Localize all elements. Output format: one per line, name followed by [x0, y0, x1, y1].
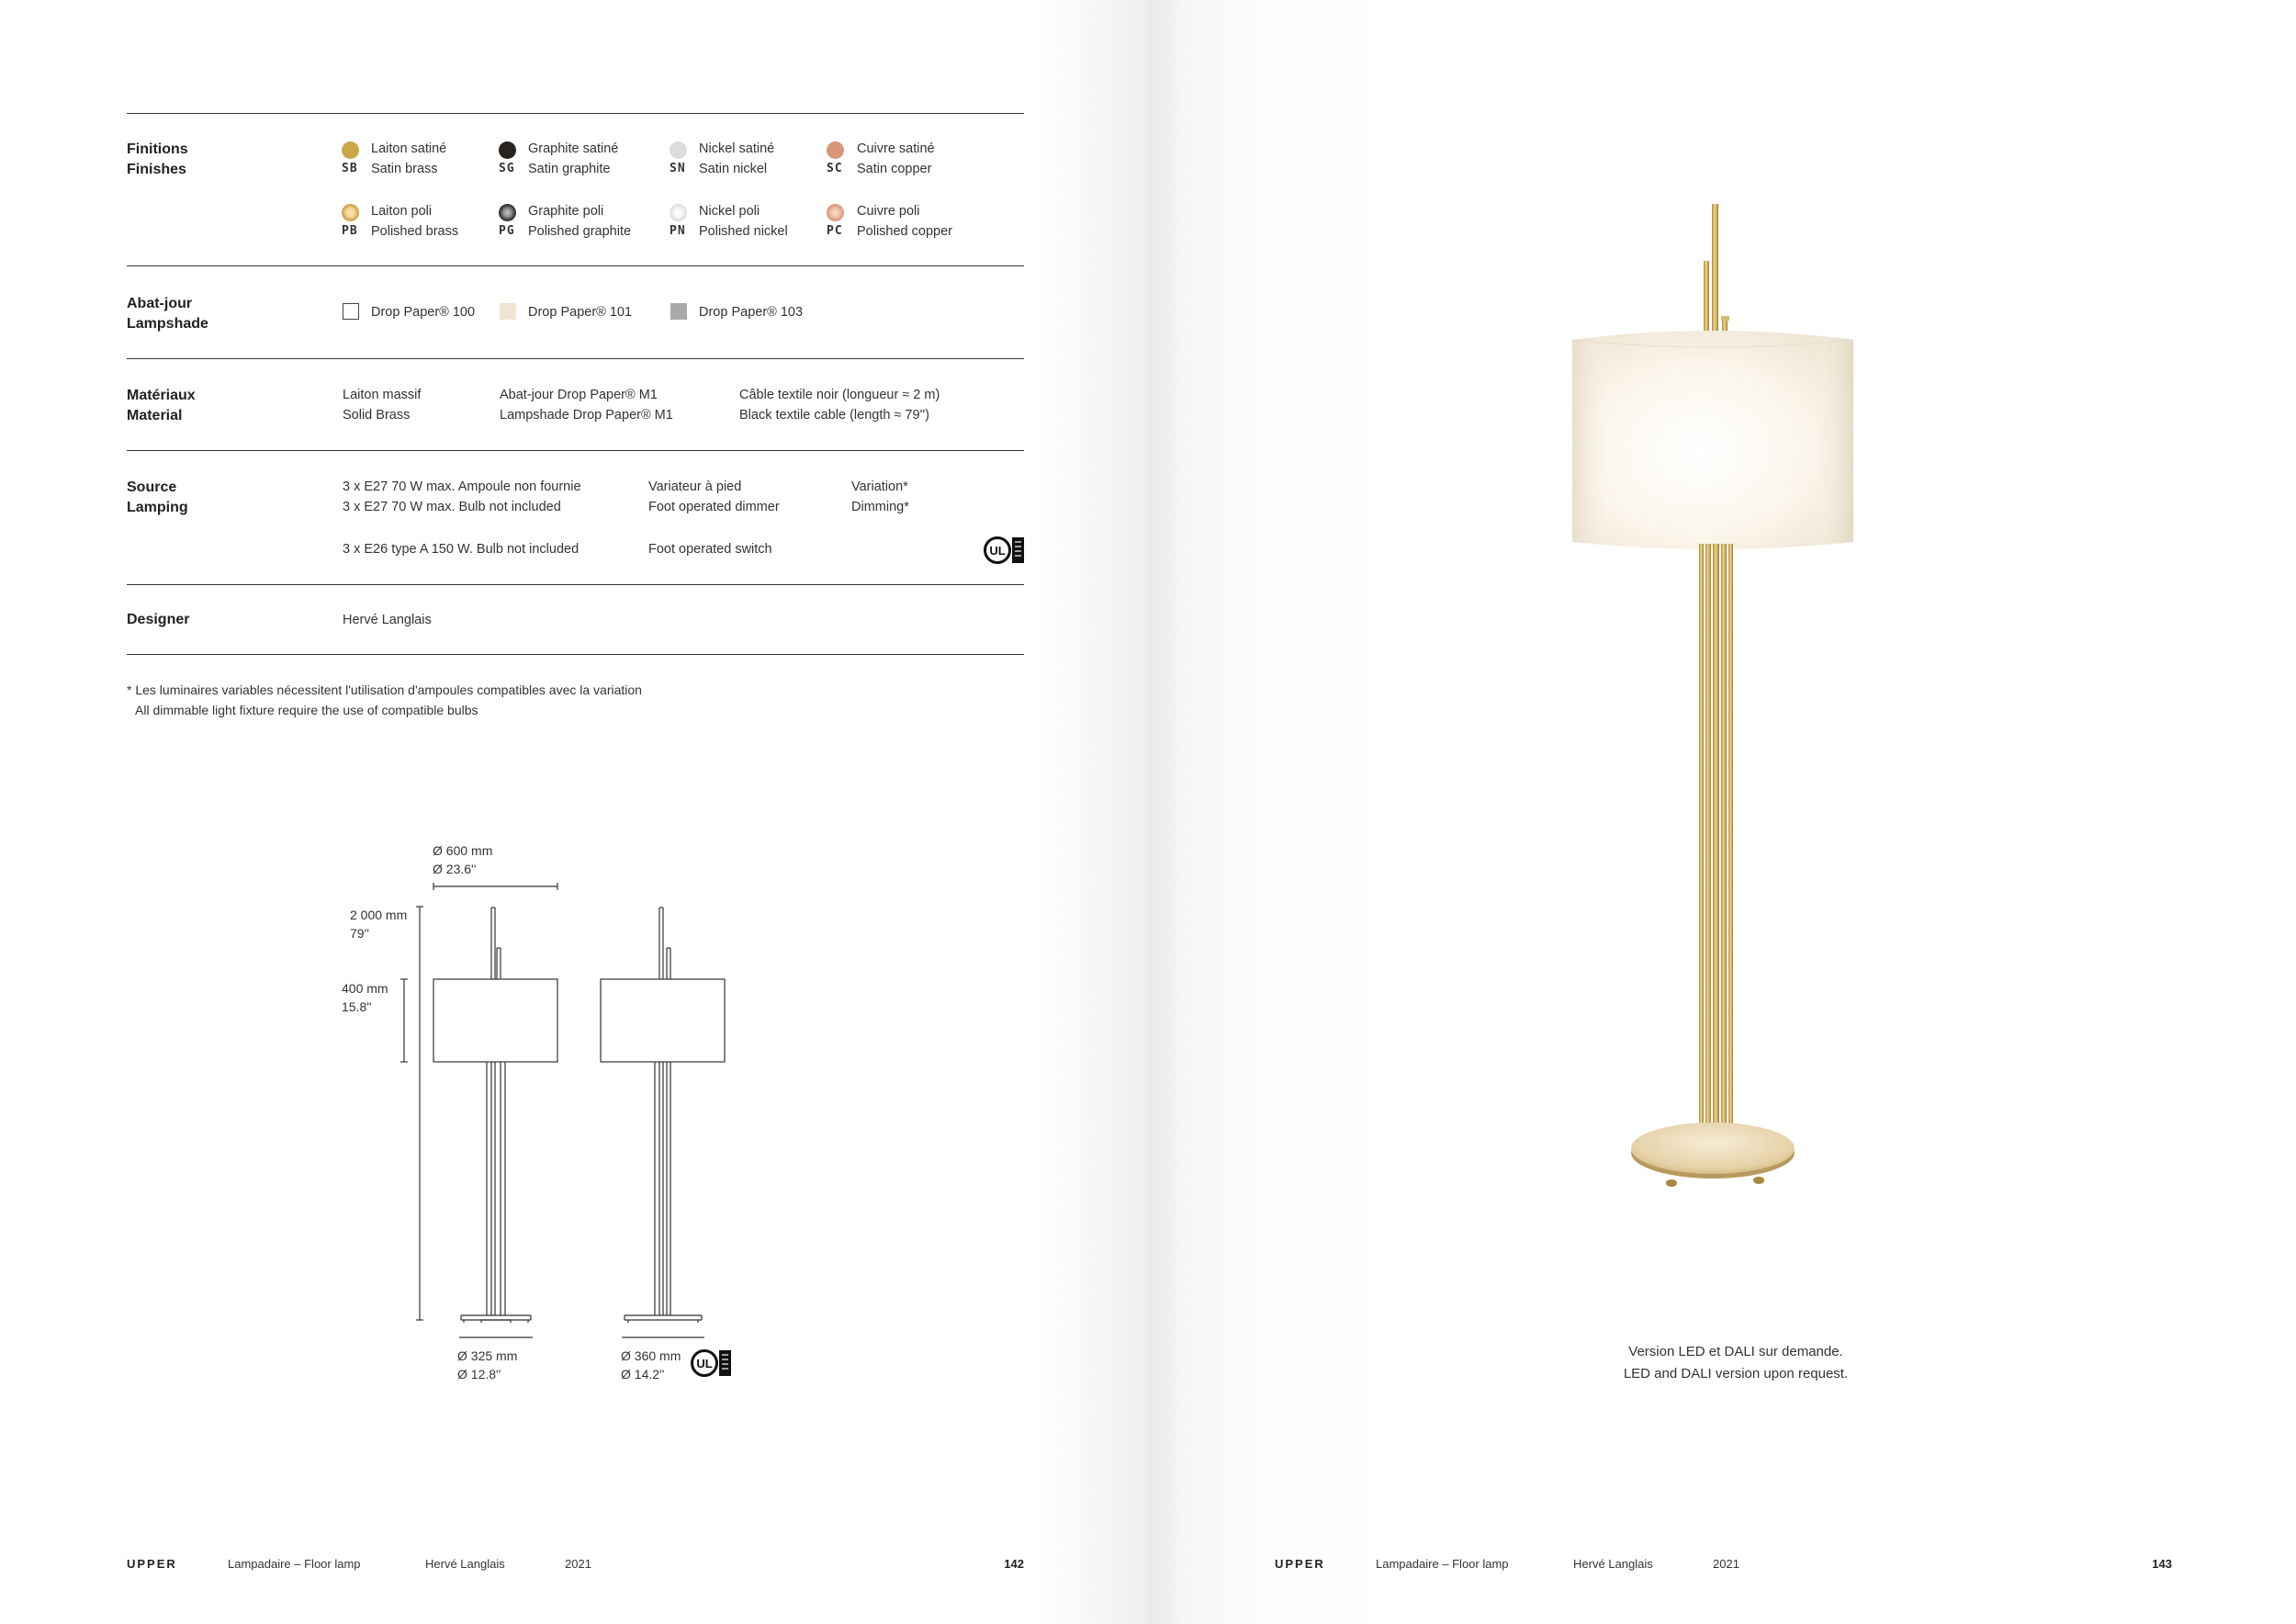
drop-paper-103-swatch	[670, 303, 687, 320]
finish-name-fr: Nickel poli	[699, 204, 760, 219]
lampshade-label: Abat-jour Lampshade	[127, 296, 208, 332]
finish-name-fr: Cuivre satiné	[857, 141, 935, 156]
lamping-switch: Foot operated switch	[648, 542, 772, 557]
lamping-bulb-eu: 3 x E27 70 W max. Ampoule non fournie 3 x E27 70 W max. Bulb not included	[343, 479, 581, 514]
divider	[127, 113, 1024, 114]
lampshade-name: Drop Paper® 101	[528, 305, 633, 320]
finish-name-fr: Cuivre poli	[857, 204, 920, 219]
finish-name-fr: Nickel satiné	[699, 141, 775, 156]
finish-code: SC	[827, 162, 843, 175]
finish-name-fr: Laiton satiné	[371, 141, 447, 156]
designer-name: Hervé Langlais	[343, 613, 432, 627]
footer-designer: Hervé Langlais	[1573, 1557, 1653, 1571]
finishes-label: Finitions Finishes	[127, 141, 188, 177]
divider	[127, 450, 1024, 451]
page-number: 143	[2152, 1557, 2172, 1571]
satin-copper-swatch	[827, 141, 844, 159]
divider	[127, 654, 1024, 655]
finish-name-en: Satin brass	[371, 162, 438, 176]
finish-name-en: Polished graphite	[528, 224, 632, 239]
finish-name-en: Polished brass	[371, 224, 459, 239]
finish-code: SG	[499, 162, 515, 175]
finish-code: PN	[670, 224, 686, 238]
footer-designer: Hervé Langlais	[425, 1557, 505, 1571]
lamping-bulb-us: 3 x E26 type A 150 W. Bulb not included	[343, 542, 580, 557]
polished-copper-swatch	[827, 204, 844, 221]
finish-code: PB	[342, 224, 358, 238]
ul-certification-icon	[692, 1350, 732, 1376]
polished-brass-swatch	[342, 204, 359, 221]
finish-name-en: Satin nickel	[699, 162, 768, 176]
ul-mark-text: UL	[696, 1357, 713, 1370]
lampshade-name: Drop Paper® 100	[371, 305, 476, 320]
material-col3: Câble textile noir (longueur ≈ 2 m) Black textile cable (length ≈ 79'')	[739, 388, 940, 423]
lamping-dimmer: Variateur à pied Foot operated dimmer	[648, 479, 780, 514]
divider	[127, 358, 1024, 359]
gutter-shadow	[1038, 0, 1148, 1624]
total-height-label: 2 000 mm 79''	[350, 908, 408, 941]
footer-year: 2021	[565, 1557, 591, 1571]
lamping-variation: Variation* Dimming*	[851, 479, 909, 514]
footer-product-type: Lampadaire – Floor lamp	[228, 1557, 361, 1571]
footer-brand: UPPER	[127, 1557, 177, 1571]
drop-paper-100-swatch	[343, 303, 359, 320]
satin-graphite-swatch	[499, 141, 516, 159]
finish-code: SB	[342, 162, 358, 175]
finish-name-en: Polished copper	[857, 224, 952, 239]
material-col2: Abat-jour Drop Paper® M1 Lampshade Drop Paper® M1	[500, 388, 673, 423]
finish-name-en: Satin graphite	[528, 162, 611, 176]
finish-name-en: Satin copper	[857, 162, 932, 176]
divider	[127, 584, 1024, 585]
footer-product-type: Lampadaire – Floor lamp	[1376, 1557, 1509, 1571]
lampshade-name: Drop Paper® 103	[699, 305, 804, 320]
product-caption: Version LED et DALI sur demande. LED and DALI version upon request.	[1623, 1344, 1849, 1382]
footer-brand: UPPER	[1275, 1557, 1325, 1571]
finish-name-fr: Laiton poli	[371, 204, 433, 219]
upper-floor-lamp-photo	[1561, 193, 1864, 1222]
ul-certification-icon	[984, 536, 1026, 565]
finish-name-en: Polished nickel	[699, 224, 788, 239]
page-number: 142	[1004, 1557, 1024, 1571]
footer-year: 2021	[1713, 1557, 1739, 1571]
satin-nickel-swatch	[670, 141, 687, 159]
satin-brass-swatch	[342, 141, 359, 159]
material-label: Matériaux Material	[127, 388, 196, 423]
finish-code: PG	[499, 224, 515, 238]
shade-height-label: 400 mm 15.8''	[342, 981, 388, 1014]
divider	[127, 265, 1024, 266]
base-b-diameter-label: Ø 360 mm Ø 14.2''	[621, 1348, 681, 1382]
finish-code: SN	[670, 162, 686, 175]
right-page	[1148, 0, 2296, 1624]
polished-nickel-swatch	[670, 204, 687, 221]
ul-mark-text: UL	[989, 544, 1006, 558]
designer-label: Designer	[127, 612, 190, 627]
dimmable-note: * Les luminaires variables nécessitent l'utilisation d'ampoules compatibles avec la variation All dimmable light fixture require the use of compatible bulbs	[127, 682, 642, 717]
finish-name-fr: Graphite poli	[528, 204, 604, 219]
material-col1: Laiton massif Solid Brass	[343, 388, 422, 423]
shade-diameter-label: Ø 600 mm Ø 23.6''	[433, 843, 493, 876]
lamping-label: Source Lamping	[127, 479, 188, 515]
polished-graphite-swatch	[499, 204, 516, 221]
base-a-diameter-label: Ø 325 mm Ø 12.8''	[457, 1348, 518, 1382]
finish-code: PC	[827, 224, 843, 238]
drop-paper-101-swatch	[500, 303, 516, 320]
finish-name-fr: Graphite satiné	[528, 141, 619, 156]
